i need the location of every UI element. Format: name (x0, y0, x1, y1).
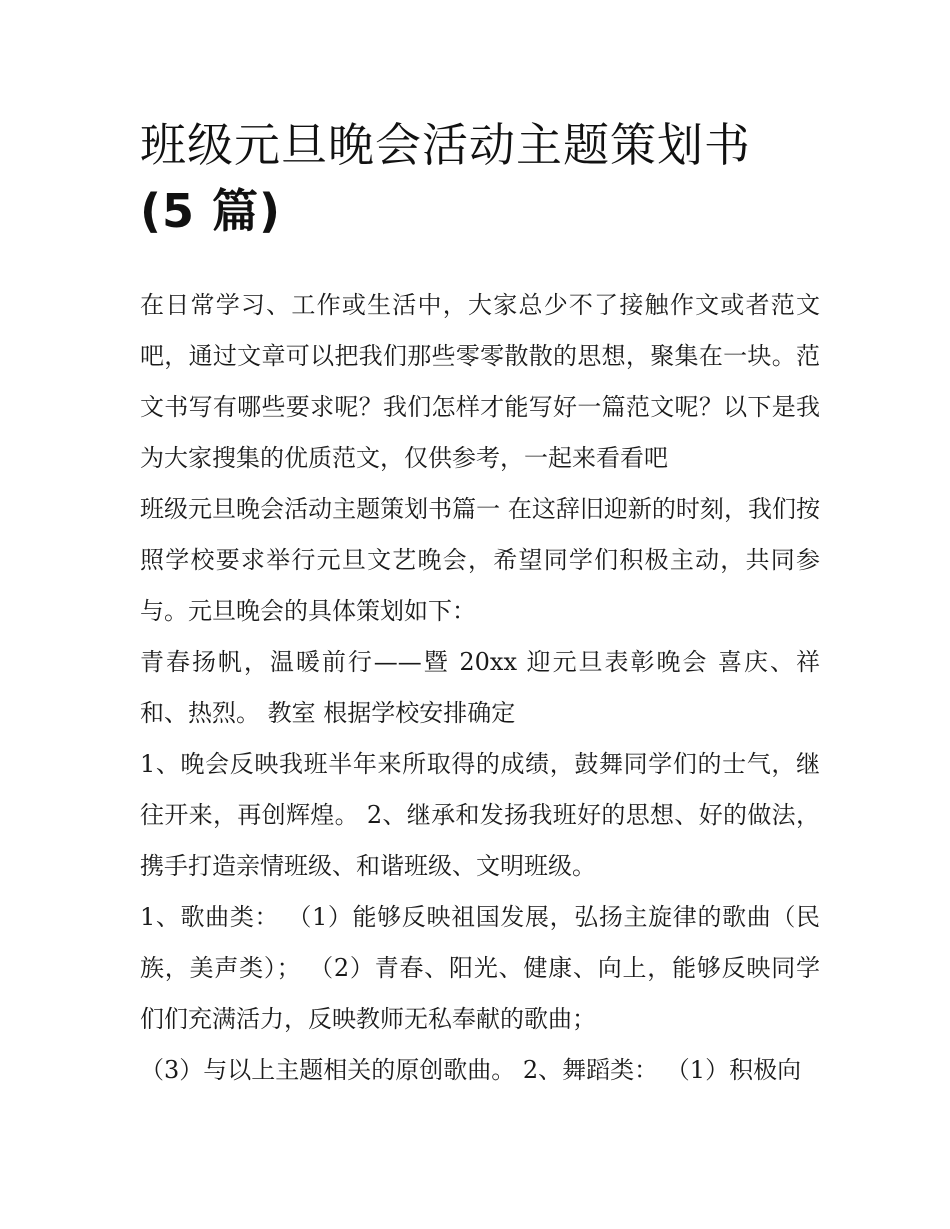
title-line-2: (5 篇) (140, 184, 282, 238)
document-title (140, 112, 840, 244)
title-line-1: 班级元旦晚会活动主题策划书 (140, 118, 751, 172)
document-body (140, 280, 820, 1096)
paragraph-theme: 青春扬帆，温暖前行——暨 20xx 迎元旦表彰晚会 喜庆、祥和、热烈。 教室 根据学校安排确定 (140, 648, 820, 727)
paragraph-intro: 在日常学习、工作或生活中，大家总少不了接触作文或者范文吧，通过文章可以把我们那些零零散散的思想，聚集在一块。范文书写有哪些要求呢？我们怎样才能写好一篇范文呢？以下是我为大家搜集的优质范文，仅供参考，一起来看看吧 (140, 291, 820, 472)
paragraph-songs: 1、歌曲类： （1）能够反映祖国发展，弘扬主旋律的歌曲（民族，美声类）； （2）青春、阳光、健康、向上，能够反映同学们们充满活力，反映教师无私奉献的歌曲； (140, 903, 820, 1033)
paragraph-section-one: 班级元旦晚会活动主题策划书篇一 在这辞旧迎新的时刻，我们按照学校要求举行元旦文艺晚会，希望同学们积极主动，共同参与。元旦晚会的具体策划如下： (140, 495, 820, 625)
paragraph-purpose: 1、晚会反映我班半年来所取得的成绩，鼓舞同学们的士气，继往开来，再创辉煌。 2、继承和发扬我班好的思想、好的做法，携手打造亲情班级、和谐班级、文明班级。 (140, 750, 820, 880)
paragraph-dance: （3）与以上主题相关的原创歌曲。 2、舞蹈类： （1）积极向 (140, 1056, 802, 1084)
